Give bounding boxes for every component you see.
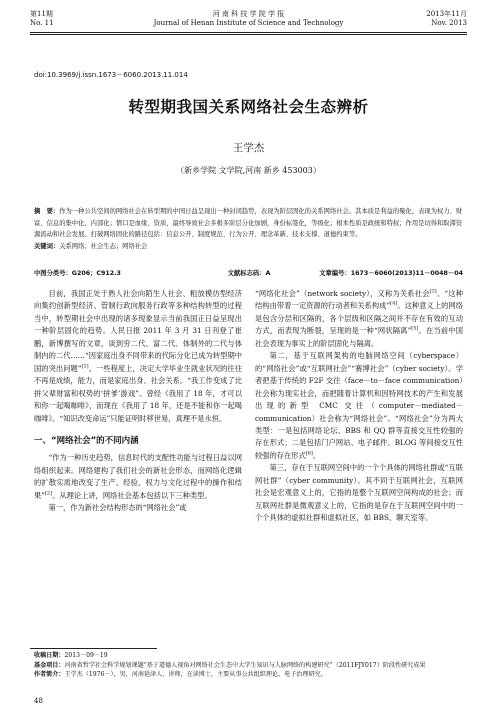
classification-line (34, 268, 463, 277)
footnote-rule (30, 648, 157, 649)
clc-number: 中图分类号：G206；C912.3 (34, 270, 121, 277)
citation[interactable]: [5] (411, 325, 419, 332)
citation[interactable]: [1] (81, 363, 89, 370)
paragraph: 第二，基于互联网架构的电脑网络空间（cyberspace）的“网络社会”或“互联网社会”“赛博社会”（cyber society）。学者把基于传统的 F2F 交往（face－to－face communication）社会称为现实社会，而把随着计算机和因特网技术的产生和发展出现的新型 CMC 交往（computer－mediated－communication）社会称为“网络社会”。“网络社会”分为两大类型：一是包括网络论坛、BBS 和 QQ 群等直接交互性较强的存在形式；二是包括门户网站、电子邮件、BLOG 等间接交互性较强的存在形式[6]。 (255, 351, 463, 460)
body-column-left (34, 288, 242, 515)
abstract-text: 作为一种公共空间的网络社会在转型期的中国日益呈现出一种封闭趋势，表现为阶层固化的关系网络社会。其本质是利益的聚化，表现为权力、财富、信息的集中化、内部化；情口是血缘、资质，最终导致社会多极多阶层分化加剧，身份标签化，等级化；根本性质是政统和特权；作用是切得和取滞资源流动和社会发展。打破网络固化的路径包括：信息公开、制度规范、行为公开、理念革新、技术支撑、道德约束等。 (34, 208, 463, 239)
running-header (30, 10, 467, 28)
paragraph: 目前，我国正处于熟人社会向陌生人社会、粗放模仿型经济向集约创新型经济、管制行政向服务行政等多种结构转型的过程当中，转型期社会中出现的诸多现象显示当前我国正日益呈现出一种阶层固化的趋势。人民日报 2011 年 3 月 31 日刊登了崔鹏，新博撰写的文章，谈到穷二代、富二代、体制外的二代与体制内的二代……“因家庭出身不同带来的代际分化已成为转型期中国的突出问题”[1]。一些程度上，决定大学毕业生就业状况的往往不再是成绩，能力，而是家庭出身、社会关系。“我工作变成了比拼父辈财富和权势的‘拼爹’游戏”。曾经《我用了 18 年，才可以和你一起喝咖啡》，而现在《我用了 18 年，还是不能和你一起喝咖啡》。“知识改变命运”只能证明时移世易，真理不是永恒。 (34, 289, 242, 423)
header-rule (30, 32, 467, 33)
issue-en: No. 11 (30, 19, 54, 27)
body-column-right (255, 288, 463, 525)
journal-name-cn: 河 南 科 技 学 院 学 报 (212, 10, 285, 18)
fund-text: 河南省哲学社会科学规划课题“基于道德人视角对网络社会生态中大学生知识与人脉网络的构建研究”（2011FJY017）阶段性研究成果 (64, 661, 426, 669)
issue-cn: 第11期 (30, 10, 53, 18)
article-number: 文章编号：1673－6060(2013)11－0048－04 (319, 270, 463, 277)
doi[interactable]: doi:10.3969/j.issn.1673－6060.2013.11.014 (34, 71, 188, 79)
received-label: 收稿日期： (34, 652, 65, 659)
page-number: 48 (34, 697, 43, 705)
article-title: 转型期我国关系网络社会生态辨析 (128, 98, 369, 116)
fund-label: 基金项目： (34, 661, 65, 669)
footnote-block (34, 651, 463, 680)
keywords-text: 关系网络；社会生态；网络社会 (59, 242, 148, 250)
paragraph: “网络化社会”（network society），又称为关系社会[3]。“这种结构由带着一定资源的行动者和关系构成”[4]。这种意义上的网络是包含分层和区隔的，各个层级和区隔之间并不存在有效的互动方式，而表现为断裂，呈现的是一种“网状隔离”[5]。在当前中国社会表现为事实上的阶层固化与隔离。 (255, 288, 463, 348)
journal-name-en: Journal of Henan Institute of Science and Technology (153, 19, 344, 27)
paragraph: 第三，存在于互联网空间中的一个个具体的网络社群或“互联网社群”（cyber community）。其不同于互联网社会，互联网社会是宏观意义上的，它指的是整个互联网空间构成的社会；而互联网社群是微观意义上的，它指的是存在于互联网空间中的一个个具体的虚拟社群和虚拟社区，如 BBS、聊天室等。 (255, 463, 463, 523)
paragraph: “作为一种历史趋势，信息时代的支配性功能与过程日益以网络组织起来。网络建构了我们社会的新社会形态，而网络化逻辑的扩散实质地改变了生产、经验、权力与文化过程中的操作和结果”[2]。从理论上讲，网络社会基本包括以下三种类型。 (34, 453, 242, 500)
header-rule-thin (30, 34, 467, 35)
citation[interactable]: [2] (44, 490, 53, 497)
date-en: Nov. 2013 (431, 19, 467, 27)
abstract-block (34, 206, 463, 252)
author-bio-label: 作者简介： (34, 671, 65, 678)
date-cn: 2013年11月 (426, 10, 467, 18)
citation[interactable]: [6] (305, 450, 313, 457)
abstract-label: 摘 要： (34, 208, 60, 215)
author-affiliation: （新乡学院 文学院,河南 新乡 453003） (176, 166, 321, 175)
author-name: 王学杰 (232, 142, 265, 154)
citation[interactable]: [4] (390, 301, 398, 308)
citation[interactable]: [3] (429, 288, 437, 295)
paragraph: 第一，作为新社会结构形态的“网络社会”或 (48, 503, 187, 513)
document-code: 文献标志码：A (227, 270, 271, 277)
keywords-label: 关键词： (34, 242, 60, 250)
received-date: 2013－09－19 (64, 652, 108, 659)
author-bio: 王学杰（1976－），男，河南延津人，讲师，在读博士，主要从事公共组织理论、电子治理研究。 (64, 671, 327, 678)
section-heading: 一、“网络社会”的不同内涵 (34, 435, 139, 446)
